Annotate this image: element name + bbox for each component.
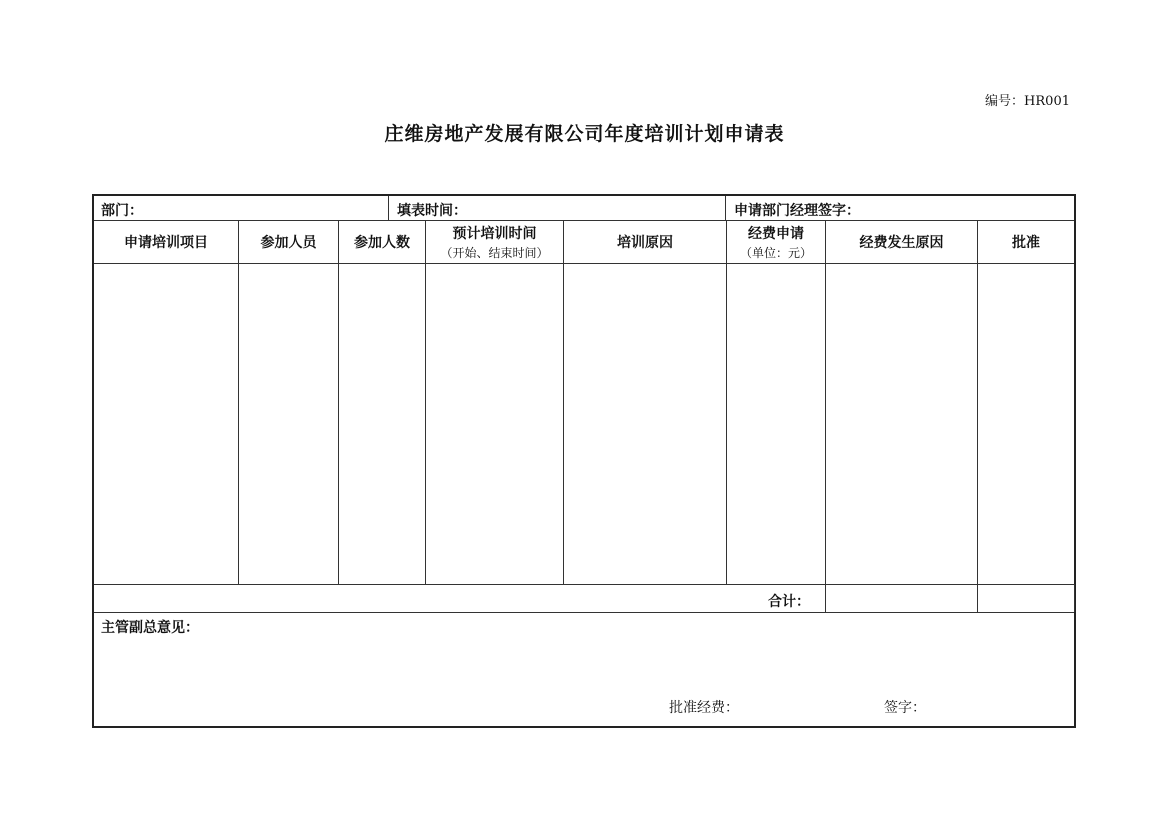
column-header-label: 参加人员	[260, 234, 317, 251]
column-divider	[1074, 584, 1075, 612]
row-divider	[94, 612, 1074, 613]
column-divider	[238, 220, 239, 584]
total-label: 合计：	[768, 594, 810, 610]
column-header-sublabel: （单位：元）	[739, 245, 812, 260]
top-row-divider	[725, 196, 726, 220]
training-plan-form	[92, 194, 1076, 728]
column-header	[978, 220, 1074, 263]
column-header-sublabel: （开始、结束时间）	[440, 245, 549, 260]
row-divider	[94, 584, 1074, 585]
column-header-label: 参加人数	[354, 234, 410, 251]
supervisor-opinion-label: 主管副总意见：	[101, 620, 199, 636]
signature-label: 签字：	[884, 700, 926, 716]
form-title: 庄维房地产发展有限公司年度培训计划申请表	[384, 123, 785, 145]
column-header	[94, 220, 238, 263]
column-header	[727, 220, 825, 263]
column-header	[339, 220, 425, 263]
column-header-label: 预计培训时间	[452, 225, 537, 242]
column-divider	[425, 220, 426, 584]
column-header-label: 批准	[1012, 234, 1040, 251]
column-divider	[977, 220, 978, 612]
manager-signature-label: 申请部门经理签字：	[734, 203, 860, 219]
fill-time-label: 填表时间：	[397, 203, 467, 219]
row-divider	[94, 263, 1074, 264]
column-divider	[825, 220, 826, 612]
column-header-label: 申请培训项目	[124, 234, 208, 251]
column-header-label: 经费发生原因	[859, 234, 944, 251]
top-row-divider	[388, 196, 389, 220]
column-header	[564, 220, 726, 263]
department-label: 部门：	[101, 203, 143, 219]
column-header-label: 经费申请	[748, 225, 804, 242]
column-divider	[338, 220, 339, 584]
approved-budget-label: 批准经费：	[669, 700, 739, 716]
column-divider	[563, 220, 564, 584]
column-header	[239, 220, 338, 263]
column-header	[426, 220, 563, 263]
column-header	[826, 220, 977, 263]
column-header-label: 培训原因	[617, 234, 673, 251]
column-divider	[726, 220, 727, 584]
document-number: 编号：HR001	[985, 94, 1070, 109]
